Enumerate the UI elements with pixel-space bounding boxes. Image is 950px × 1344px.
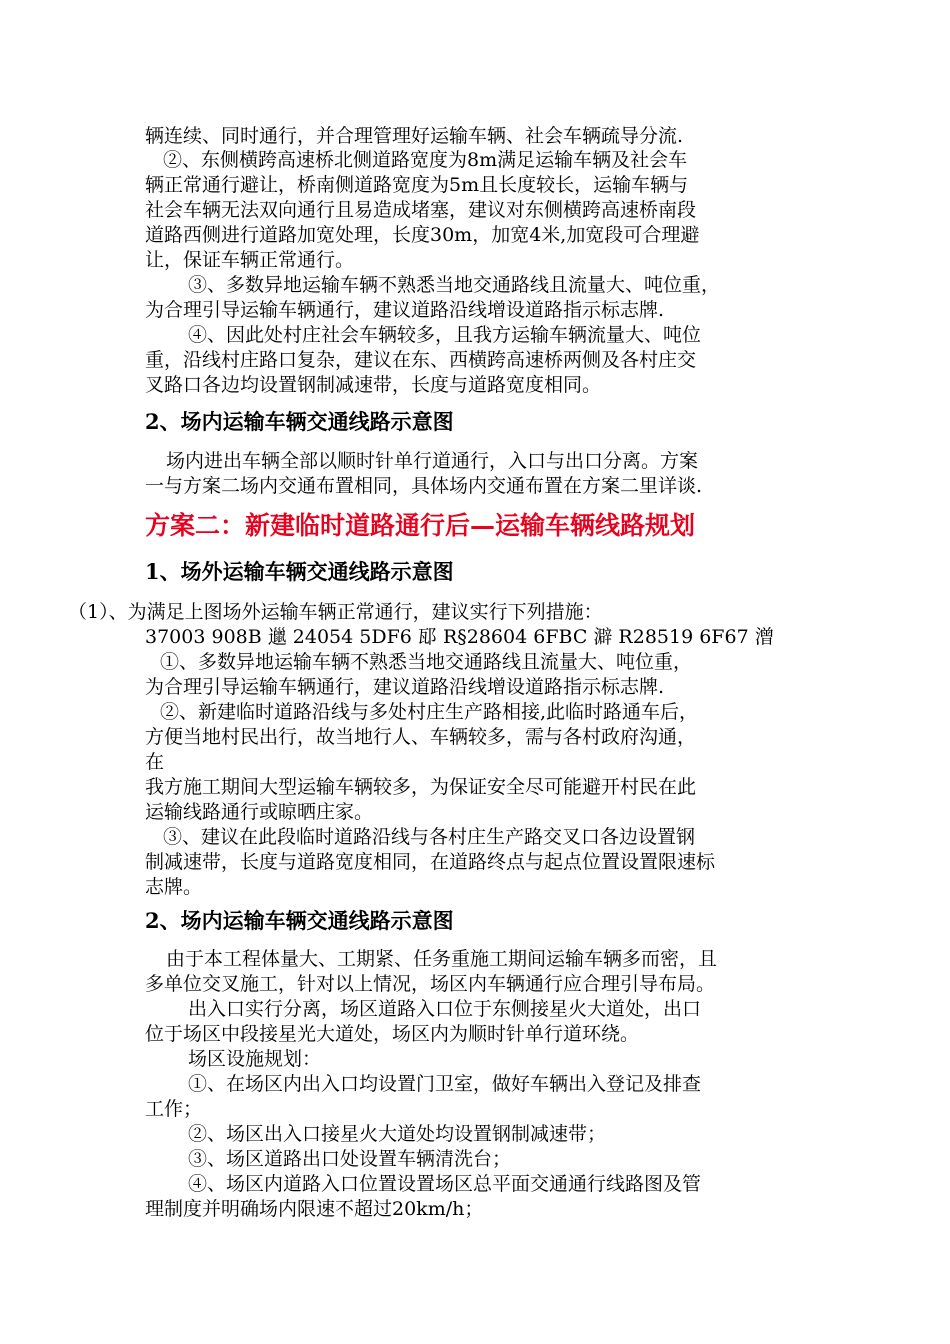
paragraph-line: （1）、为满足上图场外运输车辆正常通行，建议实行下列措施： [68,601,603,623]
paragraph-line: ①、在场区内出入口均设置门卫室，做好车辆出入登记及排查 [188,1073,702,1095]
paragraph-line: ②、东侧横跨高速桥北侧道路宽度为8m满足运输车辆及社会车 [163,149,688,171]
paragraph-line: 37003 908B 邋 24054 5DF6 邷 R§28604 6FBC 澼 R28519 6F67 潧 [145,626,774,648]
paragraph-line: ④、场区内道路入口位置设置场区总平面交通通行线路图及管 [188,1173,702,1195]
paragraph-line: 方便当地村民出行，故当地行人、车辆较多，需与各村政府沟通， [145,726,697,748]
paragraph-line: 社会车辆无法双向通行且易造成堵塞，建议对东侧横跨高速桥南段 [145,199,697,221]
paragraph-line: ②、新建临时道路沿线与多处村庄生产路相接,此临时路通车后， [160,701,699,723]
section-heading: 2、场内运输车辆交通线路示意图 [145,409,454,434]
paragraph-line: 由于本工程体量大、工期紧、任务重施工期间运输车辆多而密，且 [166,948,718,970]
plan-two-title: 方案二：新建临时道路通行后—运输车辆线路规划 [145,511,696,540]
paragraph-line: ③、多数异地运输车辆不熟悉当地交通路线且流量大、吨位重， [188,274,721,296]
paragraph-line: 位于场区中段接星光大道处，场区内为顺时针单行道环绕。 [145,1023,640,1045]
paragraph-line: 辆正常通行避让，桥南侧道路宽度为5m且长度较长，运输车辆与 [145,174,689,196]
paragraph-line: 我方施工期间大型运输车辆较多，为保证安全尽可能避开村民在此 [145,776,697,798]
paragraph-line: 制减速带，长度与道路宽度相同，在道路终点与起点位置设置限速标 [145,851,716,873]
paragraph-line: ④、因此处村庄社会车辆较多，且我方运输车辆流量大、吨位 [188,324,702,346]
paragraph-line: 志牌。 [145,876,203,898]
paragraph-line: 道路西侧进行道路加宽处理，长度30m，加宽4米,加宽段可合理避 [145,224,700,246]
section-heading: 2、场内运输车辆交通线路示意图 [145,908,454,933]
paragraph-line: 多单位交叉施工，针对以上情况，场区内车辆通行应合理引导布局。 [145,973,716,995]
section-heading: 1、场外运输车辆交通线路示意图 [145,559,454,584]
paragraph-line: 重，沿线村庄路口复杂，建议在东、西横跨高速桥两侧及各村庄交 [145,349,697,371]
paragraph-line: 理制度并明确场内限速不超过20km/h； [145,1198,484,1220]
paragraph-line: 为合理引导运输车辆通行，建议道路沿线增设道路指示标志牌. [145,299,665,321]
paragraph-line: 辆连续、同时通行，并合理管理好运输车辆、社会车辆疏导分流. [145,125,684,147]
paragraph-line: ①、多数异地运输车辆不熟悉当地交通路线且流量大、吨位重， [160,651,693,673]
paragraph-line: 为合理引导运输车辆通行，建议道路沿线增设道路指示标志牌. [145,676,665,698]
paragraph-line: 场区设施规划： [188,1048,322,1070]
paragraph-line: 运输线路通行或晾晒庄家。 [145,801,374,823]
paragraph-line: 出入口实行分离，场区道路入口位于东侧接星火大道处，出口 [188,998,702,1020]
paragraph-line: 场内进出车辆全部以顺时针单行道通行，入口与出口分离。方案 [166,450,699,472]
paragraph-line: 叉路口各边均设置钢制减速带，长度与道路宽度相同。 [145,374,602,396]
paragraph-line: 在 [145,751,165,773]
paragraph-line: 让，保证车辆正常通行。 [145,249,355,271]
paragraph-line: 工作； [145,1098,203,1120]
paragraph-line: ③、场区道路出口处设置车辆清洗台； [188,1148,512,1170]
paragraph-line: ③、建议在此段临时道路沿线与各村庄生产路交叉口各边设置钢 [163,826,696,848]
paragraph-line: ②、场区出入口接星火大道处均设置钢制减速带； [188,1123,607,1145]
paragraph-line: 一与方案二场内交通布置相同，具体场内交通布置在方案二里详谈. [145,475,703,497]
